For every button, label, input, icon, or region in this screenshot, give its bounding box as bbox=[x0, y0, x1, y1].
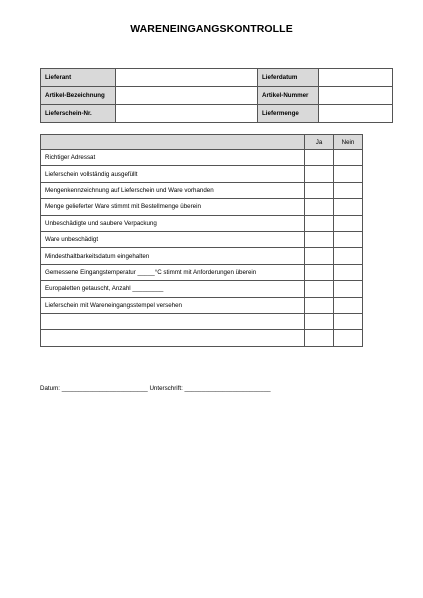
info-row bbox=[41, 69, 393, 87]
checkbox-no[interactable] bbox=[334, 313, 363, 329]
document-title: WARENEINGANGSKONTROLLE bbox=[130, 23, 293, 35]
checklist-item-text: Mengenkennzeichnung auf Lieferschein und Ware vorhanden bbox=[41, 182, 305, 198]
checklist-row bbox=[41, 182, 363, 198]
supplier-field[interactable] bbox=[116, 69, 258, 87]
checkbox-no[interactable] bbox=[334, 150, 363, 166]
info-label-delivery-date: Lieferdatum bbox=[258, 69, 319, 87]
checklist-item-text: Ware unbeschädigt bbox=[41, 231, 305, 247]
checkbox-no[interactable] bbox=[334, 330, 363, 346]
info-label-delivery-quantity: Liefermenge bbox=[258, 105, 319, 123]
checklist-item-text: Unbeschädigte und saubere Verpackung bbox=[41, 215, 305, 231]
delivery-date-field[interactable] bbox=[319, 69, 393, 87]
checklist-row bbox=[41, 264, 363, 280]
article-name-field[interactable] bbox=[116, 87, 258, 105]
checklist-row bbox=[41, 166, 363, 182]
checklist-item-text: Menge gelieferter Ware stimmt mit Bestellmenge überein bbox=[41, 199, 305, 215]
checkbox-no[interactable] bbox=[334, 182, 363, 198]
column-header-yes: Ja bbox=[305, 135, 334, 150]
checkbox-yes[interactable] bbox=[305, 248, 334, 264]
checkbox-no[interactable] bbox=[334, 199, 363, 215]
info-label-article-name: Artikel-Bezeichnung bbox=[41, 87, 116, 105]
checklist-table bbox=[40, 134, 363, 347]
signature-label: Unterschrift: bbox=[149, 385, 183, 392]
checklist-header-blank bbox=[41, 135, 305, 150]
checklist-row bbox=[41, 330, 363, 346]
checkbox-yes[interactable] bbox=[305, 231, 334, 247]
info-row bbox=[41, 105, 393, 123]
checkbox-no[interactable] bbox=[334, 248, 363, 264]
checkbox-yes[interactable] bbox=[305, 264, 334, 280]
checkbox-no[interactable] bbox=[334, 281, 363, 297]
checkbox-yes[interactable] bbox=[305, 215, 334, 231]
checklist-row bbox=[41, 297, 363, 313]
checklist-header-row bbox=[41, 135, 363, 150]
column-header-no: Nein bbox=[334, 135, 363, 150]
checkbox-yes[interactable] bbox=[305, 182, 334, 198]
checklist-item-text: Mindesthaltbarkeitsdatum eingehalten bbox=[41, 248, 305, 264]
signature-line bbox=[40, 385, 271, 392]
checkbox-no[interactable] bbox=[334, 215, 363, 231]
checkbox-yes[interactable] bbox=[305, 313, 334, 329]
checklist-item-text bbox=[41, 330, 305, 346]
checklist-row bbox=[41, 281, 363, 297]
info-label-article-number: Artikel-Nummer bbox=[258, 87, 319, 105]
signature-field[interactable]: _________________________ bbox=[184, 385, 271, 392]
checklist-row bbox=[41, 313, 363, 329]
article-number-field[interactable] bbox=[319, 87, 393, 105]
info-label-delivery-note-no: Lieferschein-Nr. bbox=[41, 105, 116, 123]
checklist-item-text: Lieferschein vollständig ausgefüllt bbox=[41, 166, 305, 182]
checkbox-no[interactable] bbox=[334, 264, 363, 280]
checkbox-yes[interactable] bbox=[305, 199, 334, 215]
info-table bbox=[40, 68, 393, 123]
delivery-note-no-field[interactable] bbox=[116, 105, 258, 123]
date-field[interactable]: _________________________ bbox=[61, 385, 148, 392]
checkbox-yes[interactable] bbox=[305, 281, 334, 297]
checklist-item-text bbox=[41, 313, 305, 329]
checklist-item-text: Gemessene Eingangstemperatur _____°C stimmt mit Anforderungen überein bbox=[41, 264, 305, 280]
checklist-item-text: Richtiger Adressat bbox=[41, 150, 305, 166]
checkbox-yes[interactable] bbox=[305, 330, 334, 346]
info-row bbox=[41, 87, 393, 105]
delivery-quantity-field[interactable] bbox=[319, 105, 393, 123]
checklist-item-text: Lieferschein mit Wareneingangsstempel versehen bbox=[41, 297, 305, 313]
checklist-row bbox=[41, 231, 363, 247]
info-label-supplier: Lieferant bbox=[41, 69, 116, 87]
checkbox-yes[interactable] bbox=[305, 166, 334, 182]
checklist-row bbox=[41, 248, 363, 264]
checkbox-no[interactable] bbox=[334, 166, 363, 182]
checklist-row bbox=[41, 199, 363, 215]
checklist-item-text: Europaletten getauscht, Anzahl _________ bbox=[41, 281, 305, 297]
checkbox-no[interactable] bbox=[334, 297, 363, 313]
checkbox-no[interactable] bbox=[334, 231, 363, 247]
date-label: Datum: bbox=[40, 385, 60, 392]
checklist-row bbox=[41, 150, 363, 166]
checkbox-yes[interactable] bbox=[305, 150, 334, 166]
checkbox-yes[interactable] bbox=[305, 297, 334, 313]
checklist-row bbox=[41, 215, 363, 231]
